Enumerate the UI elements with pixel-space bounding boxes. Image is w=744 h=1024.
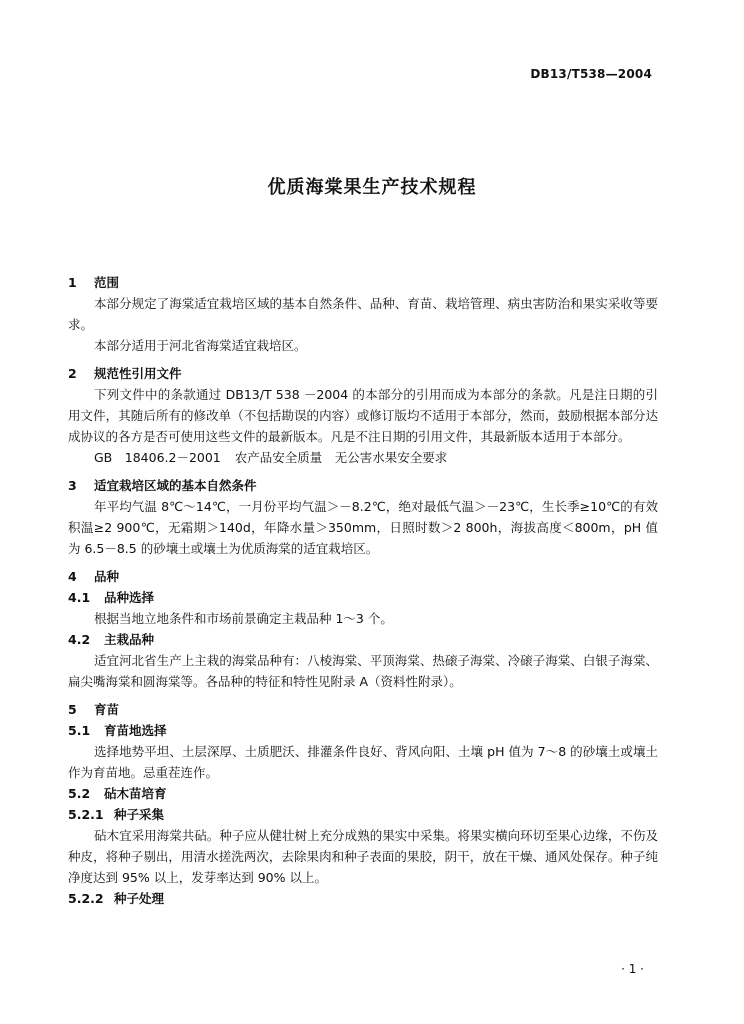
section-title: 种子处理 bbox=[114, 891, 165, 906]
section-5-2-1-paragraph: 砧木宜采用海棠共砧。种子应从健壮树上充分成熟的果实中采集。将果实横向环切至果心边缘，不伤及种皮，将种子剔出，用清水搓洗两次，去除果肉和种子表面的果胶，阴干，放在干燥、通风处保存。种子纯净度达到 95% 以上，发芽率达到 90% 以上。 bbox=[68, 828, 658, 885]
section-2-paragraph: 下列文件中的条款通过 DB13/T 538 －2004 的本部分的引用而成为本部分的条款。凡是注日期的引用文件，其随后所有的修改单（不包括勘误的内容）或修订版均不适用于本部分，然而，鼓励根据本部分达成协议的各方是否可使用这些文件的最新版本。凡是不注日期的引用文件，其最新版本适用于本部分。 bbox=[68, 387, 658, 444]
section-title: 主栽品种 bbox=[104, 632, 155, 647]
section-number: 1 bbox=[68, 275, 77, 290]
section-title: 种子采集 bbox=[114, 807, 165, 822]
section-4-2-paragraph: 适宜河北省生产上主栽的海棠品种有：八棱海棠、平顶海棠、热磙子海棠、冷磙子海棠、白银子海棠、扁尖嘴海棠和圆海棠等。各品种的特征和特性见附录 A（资料性附录）。 bbox=[68, 653, 658, 689]
section-title: 品种选择 bbox=[104, 590, 155, 605]
section-number: 5 bbox=[68, 702, 77, 717]
section-title: 砧木苗培育 bbox=[104, 786, 167, 801]
section-number: 5.1 bbox=[68, 723, 91, 738]
section-number: 5.2.2 bbox=[68, 891, 104, 906]
section-number: 5.2.1 bbox=[68, 807, 104, 822]
section-5-1-paragraph: 选择地势平坦、土层深厚、土质肥沃、排灌条件良好、背风向阳、土壤 pH 值为 7～8 的砂壤土或壤土作为育苗地。忌重茬连作。 bbox=[68, 744, 658, 780]
section-5-2-2-heading bbox=[68, 888, 658, 909]
section-number: 4 bbox=[68, 569, 77, 584]
section-number: 3 bbox=[68, 478, 77, 493]
section-5-2-heading bbox=[68, 783, 658, 804]
page-title: 优质海棠果生产技术规程 bbox=[267, 177, 477, 198]
section-title: 育苗 bbox=[94, 702, 120, 717]
reference-code: GB 18406.2－2001 bbox=[94, 450, 221, 465]
section-4-1-paragraph: 根据当地立地条件和市场前景确定主栽品种 1～3 个。 bbox=[94, 611, 393, 626]
section-5-heading bbox=[68, 699, 658, 720]
section-title: 适宜栽培区域的基本自然条件 bbox=[94, 478, 257, 493]
section-title: 品种 bbox=[94, 569, 120, 584]
section-number: 2 bbox=[68, 366, 77, 381]
document-body bbox=[68, 272, 658, 909]
section-5-1-heading bbox=[68, 720, 658, 741]
section-1-heading bbox=[68, 272, 658, 293]
page-number: · 1 · bbox=[621, 962, 644, 976]
section-1-paragraph: 本部分适用于河北省海棠适宜栽培区。 bbox=[94, 338, 307, 353]
section-number: 5.2 bbox=[68, 786, 91, 801]
section-3-heading bbox=[68, 475, 658, 496]
document-code: DB13/T538—2004 bbox=[530, 67, 652, 81]
normative-reference bbox=[68, 447, 658, 468]
section-number: 4.1 bbox=[68, 590, 91, 605]
section-5-2-1-heading bbox=[68, 804, 658, 825]
section-3-paragraph: 年平均气温 8℃～14℃，一月份平均气温＞－8.2℃，绝对最低气温＞－23℃，生长季≥10℃的有效积温≥2 900℃，无霜期＞140d，年降水量＞350mm，日照时数＞2 800h，海拔高度＜800m，pH 值为 6.5－8.5 的砂壤土或壤土为优质海棠的适宜栽培区。 bbox=[68, 499, 658, 556]
section-4-2-heading bbox=[68, 629, 658, 650]
section-2-heading bbox=[68, 363, 658, 384]
section-title: 育苗地选择 bbox=[104, 723, 167, 738]
section-4-1-heading bbox=[68, 587, 658, 608]
section-1-paragraph: 本部分规定了海棠适宜栽培区域的基本自然条件、品种、育苗、栽培管理、病虫害防治和果实采收等要求。 bbox=[68, 296, 658, 332]
section-number: 4.2 bbox=[68, 632, 91, 647]
section-4-heading bbox=[68, 566, 658, 587]
section-title: 规范性引用文件 bbox=[94, 366, 182, 381]
section-title: 范围 bbox=[94, 275, 120, 290]
reference-title: 农产品安全质量 无公害水果安全要求 bbox=[234, 450, 448, 465]
